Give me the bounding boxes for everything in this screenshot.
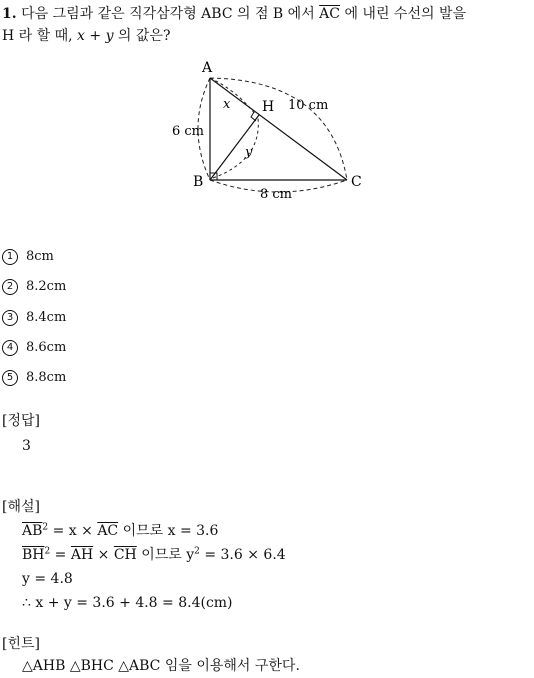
question-text-1b: 에 내린 수선의 발을 bbox=[340, 6, 466, 22]
label-b: B bbox=[193, 174, 204, 190]
label-x: x bbox=[223, 97, 231, 112]
hint-text: △AHB △BHC △ABC 임을 이용해서 구한다. bbox=[22, 658, 300, 674]
exp-3: 2 bbox=[194, 546, 200, 557]
choice-mark-1: 1 bbox=[2, 249, 18, 265]
expl-1-end: 이므로 x = 3.6 bbox=[118, 523, 219, 539]
label-y: y bbox=[245, 145, 253, 160]
label-c: C bbox=[351, 174, 362, 190]
expl-2-mid: = bbox=[50, 547, 71, 563]
segment-bh: $\overline{BH}$ bbox=[22, 547, 45, 563]
choice-4[interactable] bbox=[2, 339, 66, 357]
explanation-label: [해설] bbox=[2, 499, 40, 515]
question-text-2b: 의 값은? bbox=[113, 28, 171, 44]
question-line-1 bbox=[2, 4, 466, 24]
exp-1: 2 bbox=[42, 522, 49, 533]
segment-ac: $\overline{AC}$ bbox=[319, 6, 340, 22]
choice-mark-3: 3 bbox=[2, 310, 18, 326]
label-a: A bbox=[202, 60, 213, 76]
question-text-2a: H 라 할 때, bbox=[2, 28, 78, 44]
explanation-line-3: y = 4.8 bbox=[22, 571, 73, 587]
choice-text-1: 8cm bbox=[26, 249, 54, 264]
segment-ab: $\overline{AB}$ bbox=[22, 523, 43, 539]
answer-value: 3 bbox=[22, 438, 31, 454]
question-line-2 bbox=[2, 26, 170, 46]
hint-label: [힌트] bbox=[2, 636, 40, 652]
explanation-line-2 bbox=[22, 545, 286, 565]
choice-mark-5: 5 bbox=[2, 370, 18, 386]
exp-2: 2 bbox=[44, 546, 51, 557]
choice-text-2: 8.2cm bbox=[26, 279, 67, 294]
length-ac: 10 cm bbox=[288, 98, 329, 113]
question-math: x + y bbox=[77, 28, 114, 44]
explanation-line-4: ∴ x + y = 3.6 + 4.8 = 8.4(cm) bbox=[22, 595, 233, 611]
triangle-figure bbox=[0, 50, 534, 260]
answer-label: [정답] bbox=[2, 413, 40, 429]
label-h: H bbox=[262, 99, 275, 115]
expl-2-tail: = 3.6 × 6.4 bbox=[199, 547, 286, 563]
segment-ah: $\overline{AH}$ bbox=[70, 547, 94, 563]
choice-2[interactable] bbox=[2, 278, 66, 296]
explanation-line-1 bbox=[22, 521, 218, 541]
choice-text-5: 8.8cm bbox=[26, 370, 67, 385]
segment-ac-2: $\overline{AC}$ bbox=[97, 523, 119, 539]
choice-mark-2: 2 bbox=[2, 279, 18, 295]
choice-5[interactable] bbox=[2, 369, 66, 387]
length-ab: 6 cm bbox=[172, 124, 205, 139]
choice-text-3: 8.4cm bbox=[26, 310, 67, 325]
choice-1[interactable] bbox=[2, 248, 54, 266]
choice-mark-4: 4 bbox=[2, 340, 18, 356]
expl-2-times: × bbox=[93, 547, 114, 563]
expl-2-end: 이므로 y bbox=[136, 547, 195, 563]
question-number: 1. bbox=[2, 6, 17, 22]
expl-1-mid: = x × bbox=[48, 523, 98, 539]
choice-text-4: 8.6cm bbox=[26, 340, 67, 355]
question-text-1a: 다음 그림과 같은 직각삼각형 ABC 의 점 B 에서 bbox=[21, 6, 320, 22]
segment-ch: $\overline{CH}$ bbox=[113, 547, 137, 563]
length-bc: 8 cm bbox=[260, 187, 293, 202]
choice-3[interactable] bbox=[2, 309, 66, 327]
side-ac bbox=[210, 78, 347, 180]
